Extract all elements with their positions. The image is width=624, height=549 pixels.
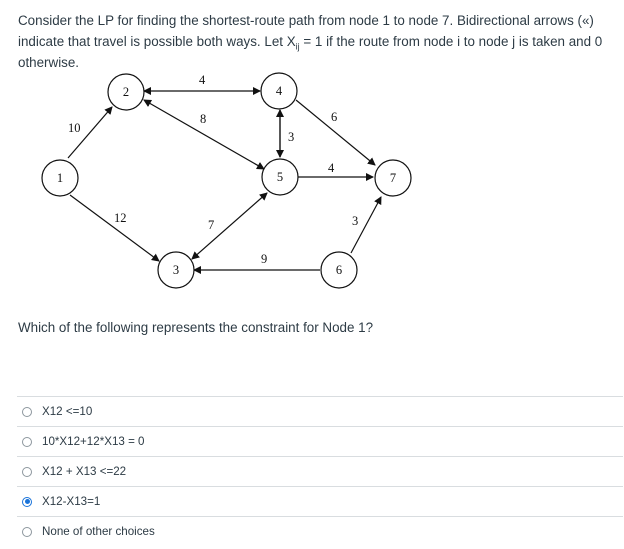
edge-1-3: [70, 195, 159, 261]
node-7-label: 7: [389, 171, 397, 185]
answer-option-4[interactable]: [17, 486, 623, 516]
radio-button[interactable]: [22, 437, 32, 447]
question-text-part1: Consider the LP for finding the shortest-route path from node 1 to node 7. Bidirectional arrows (: [18, 13, 582, 28]
bidirectional-arrow-symbol: «: [581, 13, 590, 28]
answer-choices: [17, 396, 623, 546]
edge-3-5: [192, 193, 267, 259]
edge-label-5-7: 4: [328, 161, 335, 175]
edge-label-4-5: 3: [288, 130, 295, 144]
edge-label-1-2: 10: [68, 121, 81, 135]
answer-option-1[interactable]: [17, 396, 623, 426]
answer-label: X12-X13=1: [42, 495, 101, 508]
answer-label: X12 + X13 <=22: [42, 465, 127, 478]
node-3-label: 3: [172, 263, 180, 277]
edge-label-2-4: 4: [199, 73, 206, 87]
edge-label-3-6: 9: [261, 252, 268, 266]
edge-label-2-5: 8: [200, 112, 207, 126]
edge-label-1-3: 12: [114, 211, 127, 225]
question-text-part3: = 1 if the route from node i to node j is taken and 0 otherwise.: [18, 34, 603, 70]
node-5-label: 5: [276, 170, 284, 184]
radio-button[interactable]: [22, 467, 32, 477]
answer-label: 10*X12+12*X13 = 0: [42, 435, 145, 448]
radio-button[interactable]: [22, 527, 32, 537]
node-6-label: 6: [335, 263, 343, 277]
node-2-label: 2: [122, 85, 130, 99]
edge-label-6-7: 3: [352, 214, 359, 228]
answer-option-5[interactable]: [17, 516, 623, 546]
node-1-label: 1: [56, 171, 64, 185]
edge-label-3-5: 7: [208, 218, 215, 232]
subscript-ij: ij: [295, 41, 300, 52]
answer-label: None of other choices: [42, 525, 155, 538]
answer-option-2[interactable]: [17, 426, 623, 456]
edge-2-5: [144, 100, 264, 169]
radio-button-selected[interactable]: [22, 497, 32, 507]
answer-option-3[interactable]: [17, 456, 623, 486]
edge-label-4-7: 6: [331, 110, 338, 124]
question-text-part2: ) indicate that travel is possible both ways. Let X: [18, 13, 594, 49]
node-4-label: 4: [275, 84, 283, 98]
radio-button[interactable]: [22, 407, 32, 417]
sub-question-text: Which of the following represents the constraint for Node 1?: [18, 320, 374, 335]
answer-label: X12 <=10: [42, 405, 93, 418]
network-diagram: [0, 58, 624, 298]
